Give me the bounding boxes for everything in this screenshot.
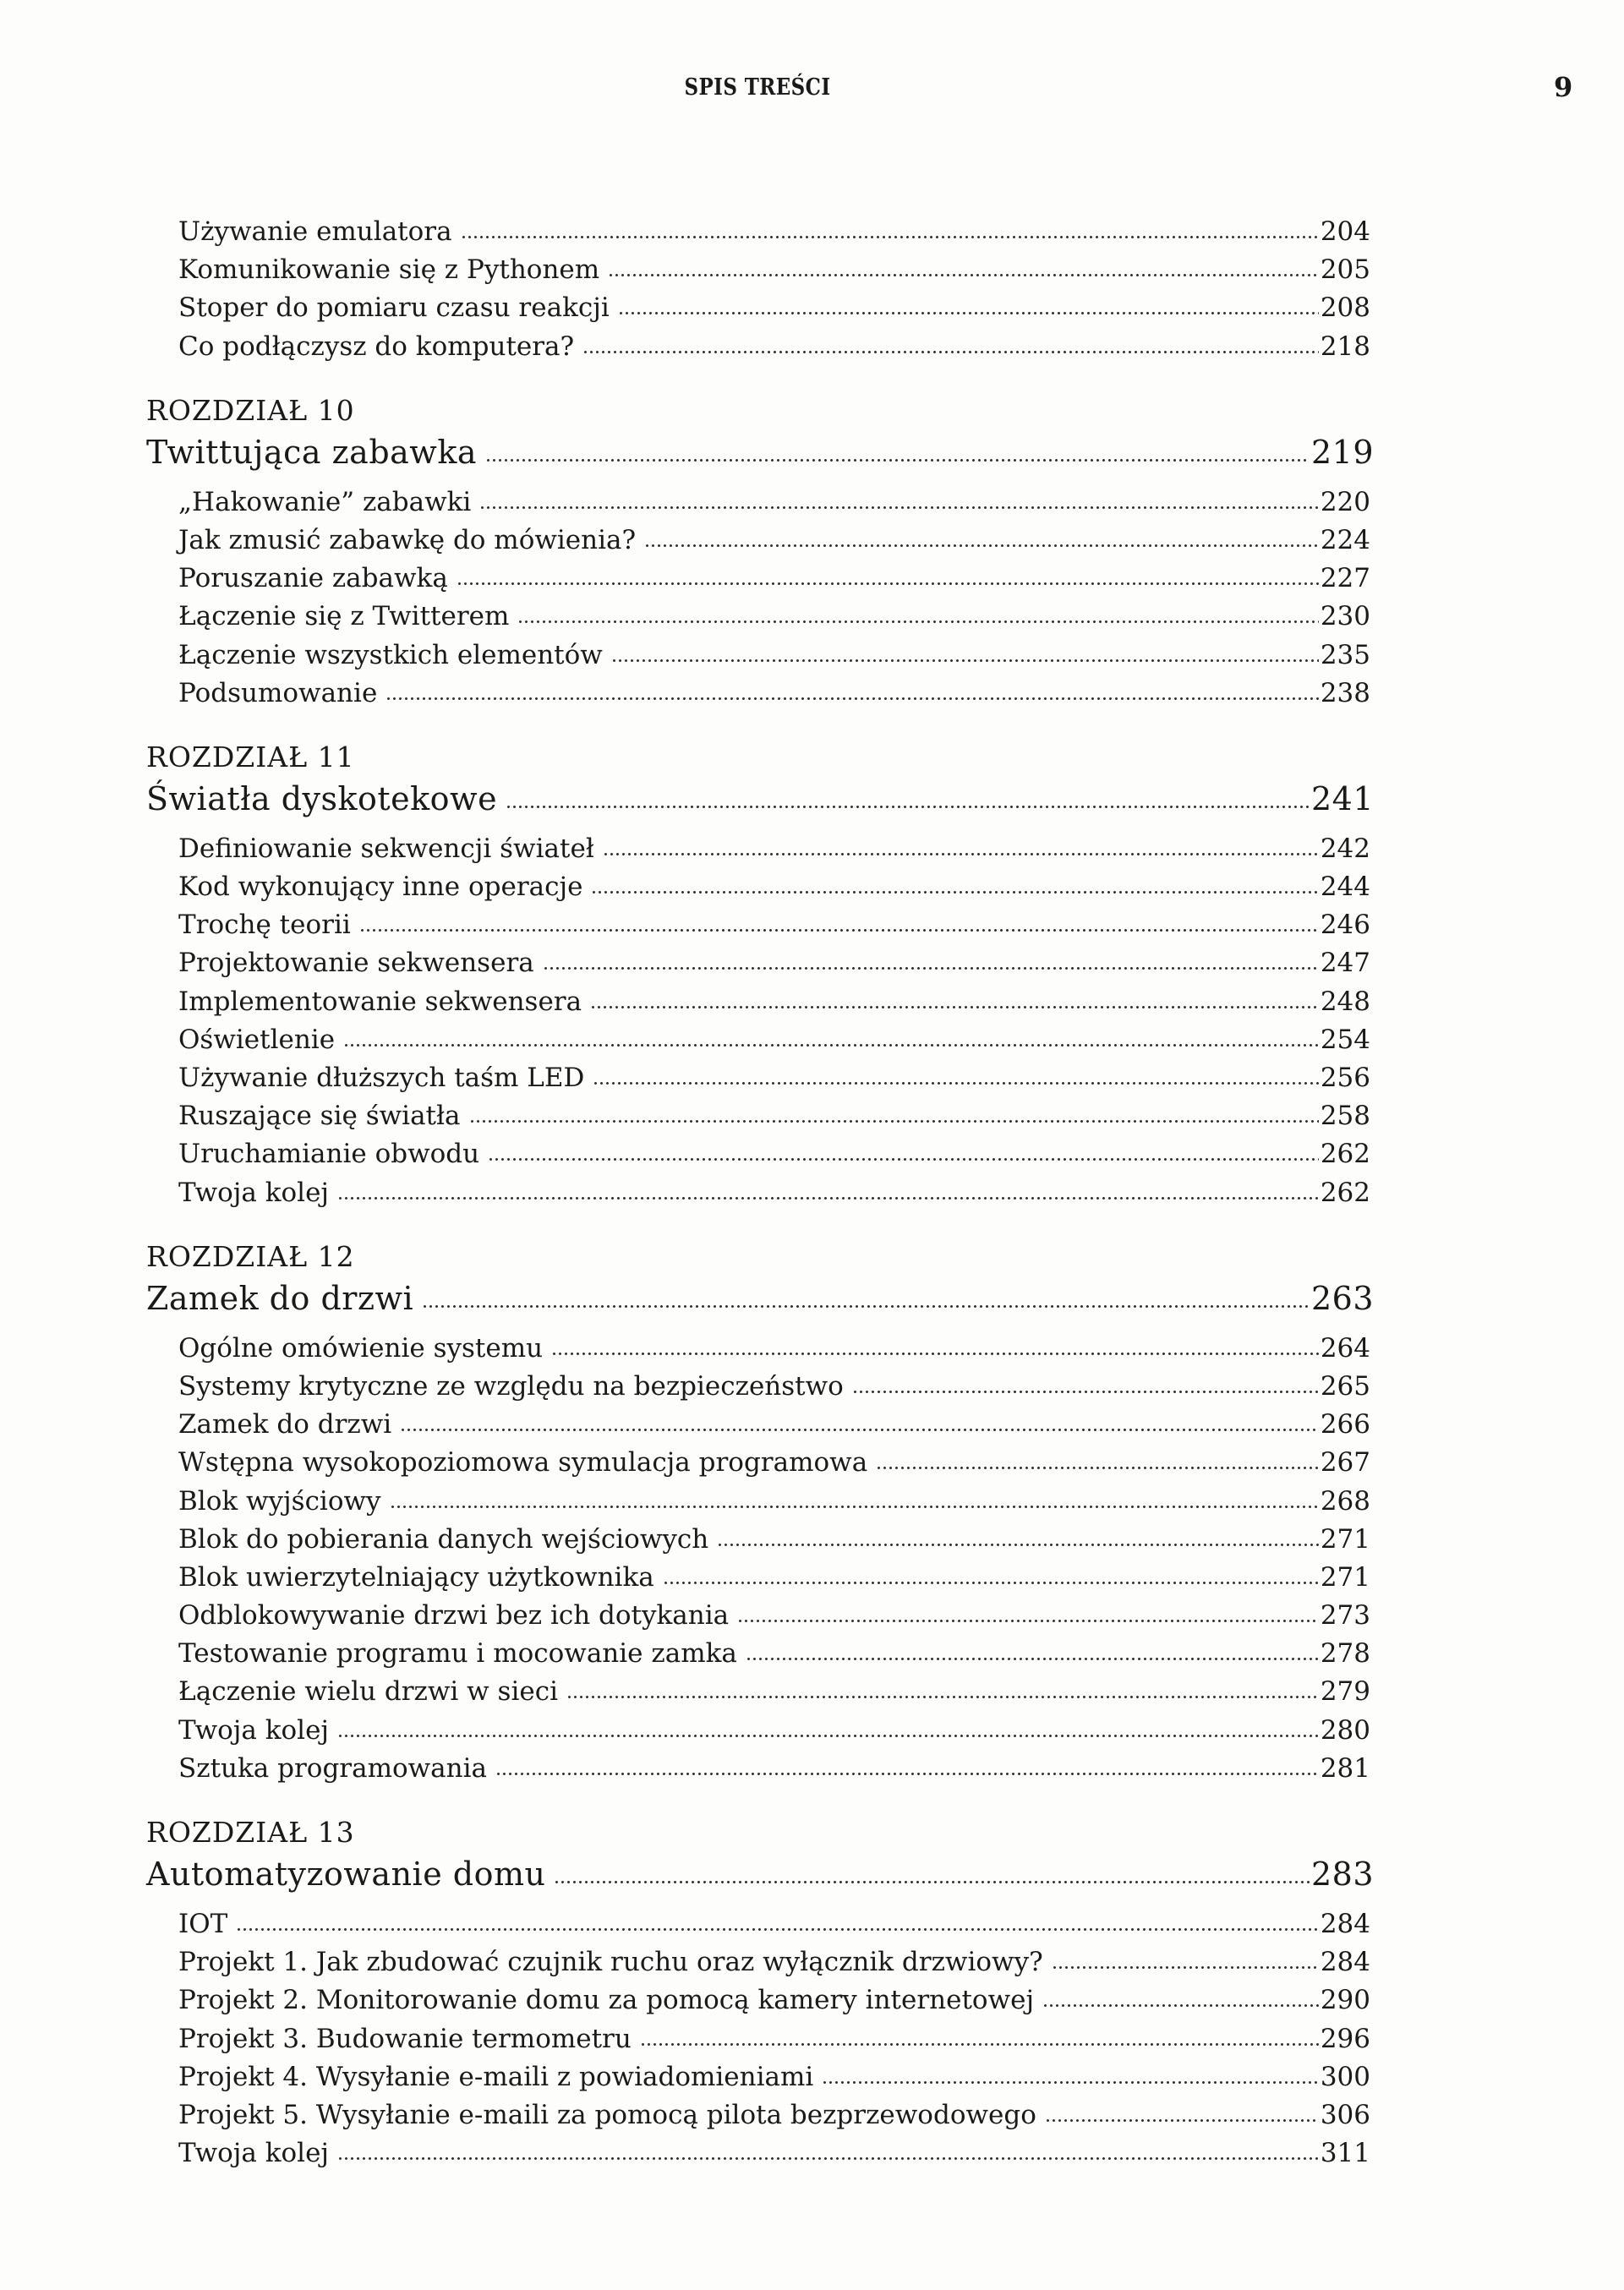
dot-leader bbox=[479, 502, 1318, 511]
toc-entry bbox=[178, 2134, 1374, 2172]
toc-entry-label: Używanie dłuższych taśm LED bbox=[178, 1063, 585, 1093]
toc-entry bbox=[178, 1444, 1374, 1482]
toc-entry-label: Odblokowywanie drzwi bez ich dotykania bbox=[178, 1600, 730, 1631]
dot-leader bbox=[618, 308, 1319, 316]
toc-entry bbox=[178, 484, 1374, 522]
toc-entry bbox=[178, 2096, 1374, 2134]
toc-entry-label: Wstępna wysokopoziomowa symulacja programowa bbox=[178, 1447, 868, 1478]
dot-leader bbox=[385, 693, 1319, 702]
toc-entry-label: Zamek do drzwi bbox=[178, 1409, 392, 1440]
dot-leader bbox=[608, 270, 1319, 278]
toc-entry-page: 205 bbox=[1320, 254, 1370, 286]
toc-entry bbox=[178, 1559, 1374, 1597]
toc-entry-label: Testowanie programu i mocowanie zamka bbox=[178, 1638, 737, 1670]
toc-entry bbox=[178, 675, 1374, 713]
toc-entry-label: Łączenie wszystkich elementów bbox=[178, 639, 603, 670]
toc-entry-label: Ruszające się światła bbox=[178, 1101, 461, 1132]
toc-entry-page: 227 bbox=[1320, 563, 1370, 594]
toc-entry-page: 247 bbox=[1320, 948, 1370, 979]
toc-entry-page: 290 bbox=[1320, 1985, 1370, 2016]
toc-entry bbox=[178, 1943, 1374, 1981]
dot-leader bbox=[359, 925, 1319, 933]
toc-entry-label: „Hakowanie” zabawki bbox=[178, 486, 472, 517]
dot-leader bbox=[717, 1539, 1319, 1548]
dot-leader bbox=[582, 347, 1319, 355]
toc-entry bbox=[178, 944, 1374, 982]
toc-entry bbox=[178, 328, 1374, 366]
chapter-title-row bbox=[146, 432, 1374, 484]
toc-entry-label: Projekt 5. Wysyłanie e-maili za pomocą pilota bezprzewodowego bbox=[178, 2099, 1036, 2130]
chapter-title: Zamek do drzwi bbox=[146, 1279, 414, 1317]
table-of-contents bbox=[146, 213, 1374, 2172]
dot-leader bbox=[337, 1730, 1319, 1739]
toc-entry-label: Oświetlenie bbox=[178, 1024, 336, 1055]
toc-entry-label: Komunikowanie się z Pythonem bbox=[178, 254, 600, 286]
dot-leader bbox=[337, 1193, 1319, 1201]
toc-entry-page: 296 bbox=[1320, 2023, 1370, 2054]
dot-leader bbox=[517, 616, 1318, 625]
toc-entry-page: 281 bbox=[1320, 1752, 1370, 1784]
toc-entry-page: 235 bbox=[1320, 639, 1370, 670]
toc-entry-label: Projekt 2. Monitorowanie domu za pomocą kamery internetowej bbox=[178, 1985, 1035, 2016]
dot-leader bbox=[461, 232, 1319, 240]
toc-entry-label: Twoja kolej bbox=[178, 1714, 330, 1746]
chapter-title: Automatyzowanie domu bbox=[146, 1856, 546, 1893]
toc-entry bbox=[178, 1483, 1374, 1521]
dot-leader bbox=[566, 1692, 1319, 1700]
toc-entry-label: Jak zmusić zabawkę do mówienia? bbox=[178, 524, 637, 555]
chapter-page: 283 bbox=[1310, 1856, 1374, 1893]
toc-entry-page: 238 bbox=[1320, 677, 1370, 708]
toc-entry bbox=[178, 1673, 1374, 1711]
toc-entry bbox=[178, 868, 1374, 906]
toc-entry-label: Projekt 1. Jak zbudować czujnik ruchu oraz wyłącznik drzwiowy? bbox=[178, 1947, 1043, 1978]
toc-entry-page: 306 bbox=[1320, 2099, 1370, 2130]
toc-entry-page: 279 bbox=[1320, 1676, 1370, 1708]
chapter-label: ROZDZIAŁ 10 bbox=[146, 393, 355, 427]
toc-entry-page: 271 bbox=[1320, 1561, 1370, 1593]
dot-leader bbox=[485, 455, 1310, 463]
chapter-title-row bbox=[146, 779, 1374, 830]
toc-entry bbox=[178, 560, 1374, 598]
chapter-label: ROZDZIAŁ 12 bbox=[146, 1239, 355, 1273]
dot-leader bbox=[551, 1348, 1319, 1357]
toc-entry-label: Stoper do pomiaru czasu reakcji bbox=[178, 292, 610, 324]
toc-entry-page: 204 bbox=[1320, 216, 1370, 247]
toc-entry bbox=[178, 1905, 1374, 1943]
dot-leader bbox=[822, 2077, 1319, 2085]
toc-entry-label: Używanie emulatora bbox=[178, 216, 452, 247]
dot-leader bbox=[543, 963, 1319, 971]
toc-entry bbox=[178, 2020, 1374, 2058]
dot-leader bbox=[400, 1424, 1319, 1433]
toc-entry-label: Co podłączysz do komputera? bbox=[178, 331, 575, 362]
toc-entry bbox=[178, 1981, 1374, 2019]
toc-entry-label: Poruszanie zabawką bbox=[178, 563, 448, 594]
dot-leader bbox=[495, 1768, 1319, 1777]
toc-entry-page: 208 bbox=[1320, 292, 1370, 324]
dot-leader bbox=[590, 1002, 1319, 1010]
dot-leader bbox=[591, 887, 1318, 895]
chapter-label: ROZDZIAŁ 13 bbox=[146, 1816, 355, 1849]
toc-entry-page: 246 bbox=[1320, 910, 1370, 941]
toc-entry-label: Twoja kolej bbox=[178, 2138, 330, 2169]
toc-entry bbox=[178, 1521, 1374, 1559]
toc-entry bbox=[178, 1712, 1374, 1750]
toc-entry-page: 284 bbox=[1320, 1909, 1370, 1939]
toc-entry bbox=[178, 983, 1374, 1021]
toc-entry-page: 268 bbox=[1320, 1485, 1370, 1517]
toc-entry bbox=[178, 637, 1374, 675]
toc-entry-label: Sztuka programowania bbox=[178, 1752, 488, 1784]
toc-entry-page: 224 bbox=[1320, 524, 1370, 555]
toc-entry-page: 242 bbox=[1320, 833, 1370, 864]
toc-entry-page: 267 bbox=[1320, 1447, 1370, 1478]
toc-entry-label: Uruchamianie obwodu bbox=[178, 1139, 480, 1170]
dot-leader bbox=[640, 2039, 1319, 2047]
toc-entry-page: 271 bbox=[1320, 1523, 1370, 1555]
running-header: SPIS TREŚCI bbox=[684, 74, 831, 101]
toc-entry-label: Definiowanie sekwencji świateł bbox=[178, 833, 594, 864]
toc-entry-page: 300 bbox=[1320, 2061, 1370, 2092]
toc-entry-label: Blok wyjściowy bbox=[178, 1485, 381, 1517]
chapter-page: 241 bbox=[1310, 779, 1374, 817]
dot-leader bbox=[488, 1154, 1319, 1162]
dot-leader bbox=[1045, 2115, 1319, 2123]
chapter-title-row bbox=[146, 1278, 1374, 1330]
toc-entry bbox=[178, 289, 1374, 327]
toc-entry bbox=[178, 522, 1374, 560]
toc-entry-page: 280 bbox=[1320, 1714, 1370, 1746]
toc-entry bbox=[178, 1750, 1374, 1788]
dot-leader bbox=[337, 2153, 1319, 2162]
toc-entry bbox=[178, 1059, 1374, 1097]
toc-entry bbox=[178, 598, 1374, 636]
toc-entry-label: Systemy krytyczne ze względu na bezpieczeństwo bbox=[178, 1370, 844, 1402]
toc-entry bbox=[178, 830, 1374, 868]
toc-entry bbox=[178, 1635, 1374, 1673]
dot-leader bbox=[1052, 1962, 1319, 1970]
toc-entry-label: Łączenie się z Twitterem bbox=[178, 601, 510, 632]
toc-entry-label: Trochę teorii bbox=[178, 910, 351, 941]
chapter-title: Światła dyskotekowe bbox=[146, 779, 498, 817]
toc-entry bbox=[178, 1135, 1374, 1173]
toc-entry bbox=[178, 906, 1374, 944]
toc-entry bbox=[178, 1097, 1374, 1135]
chapter-title-row bbox=[146, 1854, 1374, 1905]
dot-leader bbox=[469, 1116, 1319, 1124]
toc-entry-label: Projektowanie sekwensera bbox=[178, 948, 534, 979]
toc-entry-page: 248 bbox=[1320, 986, 1370, 1017]
toc-entry-page: 254 bbox=[1320, 1024, 1370, 1055]
toc-entry-page: 258 bbox=[1320, 1101, 1370, 1132]
chapter-section bbox=[146, 1811, 1374, 2172]
dot-leader bbox=[593, 1078, 1318, 1086]
chapter-label: ROZDZIAŁ 11 bbox=[146, 740, 355, 773]
chapter-page: 263 bbox=[1310, 1279, 1374, 1317]
toc-entry-page: 218 bbox=[1320, 331, 1370, 362]
dot-leader bbox=[343, 1040, 1319, 1048]
dot-leader bbox=[1042, 2000, 1319, 2009]
toc-entry-label: Projekt 3. Budowanie termometru bbox=[178, 2023, 632, 2054]
toc-entry bbox=[178, 1406, 1374, 1444]
toc-entry bbox=[178, 1330, 1374, 1368]
toc-entry-label: Projekt 4. Wysyłanie e-maili z powiadomieniami bbox=[178, 2061, 814, 2092]
dot-leader bbox=[746, 1653, 1319, 1662]
chapter-section bbox=[146, 1235, 1374, 1788]
dot-leader bbox=[876, 1462, 1319, 1471]
chapter-title: Twittująca zabawka bbox=[146, 433, 478, 471]
toc-entry-page: 230 bbox=[1320, 601, 1370, 632]
toc-entry bbox=[178, 1021, 1374, 1059]
dot-leader bbox=[852, 1386, 1319, 1395]
dot-leader bbox=[554, 1877, 1309, 1885]
dot-leader bbox=[611, 655, 1319, 664]
toc-entry-page: 266 bbox=[1320, 1409, 1370, 1440]
toc-entry-label: Implementowanie sekwensera bbox=[178, 986, 582, 1017]
toc-entry-label: Kod wykonujący inne operacje bbox=[178, 872, 583, 903]
chapter-section bbox=[146, 389, 1374, 713]
toc-entry-label: Podsumowanie bbox=[178, 677, 378, 708]
dot-leader bbox=[506, 801, 1310, 810]
toc-entry-label: Twoja kolej bbox=[178, 1177, 330, 1208]
toc-entry bbox=[178, 1174, 1374, 1212]
toc-entry-label: Ogólne omówienie systemu bbox=[178, 1332, 544, 1364]
toc-entry-page: 278 bbox=[1320, 1638, 1370, 1670]
toc-entry-page: 262 bbox=[1320, 1177, 1370, 1208]
toc-entry-page: 273 bbox=[1320, 1600, 1370, 1631]
chapter-page: 219 bbox=[1310, 433, 1374, 471]
toc-entry bbox=[178, 1368, 1374, 1406]
dot-leader bbox=[457, 578, 1319, 587]
toc-entry bbox=[178, 1597, 1374, 1635]
toc-entry-page: 244 bbox=[1320, 872, 1370, 903]
dot-leader bbox=[390, 1501, 1319, 1510]
toc-entry-page: 262 bbox=[1320, 1139, 1370, 1170]
toc-entry bbox=[178, 2058, 1374, 2096]
dot-leader bbox=[422, 1301, 1310, 1309]
dot-leader bbox=[603, 849, 1319, 857]
toc-entry-label: Blok uwierzytelniający użytkownika bbox=[178, 1561, 654, 1593]
toc-entry bbox=[178, 213, 1374, 251]
dot-leader bbox=[737, 1615, 1319, 1624]
toc-entry bbox=[178, 251, 1374, 289]
chapter-section bbox=[146, 735, 1374, 1212]
page-number: 9 bbox=[1554, 71, 1573, 103]
dot-leader bbox=[236, 1924, 1318, 1932]
toc-entry-page: 264 bbox=[1320, 1332, 1370, 1364]
toc-entry-page: 256 bbox=[1320, 1063, 1370, 1093]
toc-entry-page: 220 bbox=[1320, 486, 1370, 517]
dot-leader bbox=[663, 1577, 1319, 1586]
dot-leader bbox=[644, 540, 1319, 549]
toc-entry-label: IOT bbox=[178, 1909, 228, 1939]
toc-entry-page: 284 bbox=[1320, 1947, 1370, 1978]
toc-entry-label: Łączenie wielu drzwi w sieci bbox=[178, 1676, 559, 1708]
toc-entry-page: 265 bbox=[1320, 1370, 1370, 1402]
toc-entry-page: 311 bbox=[1320, 2138, 1370, 2169]
toc-entry-label: Blok do pobierania danych wejściowych bbox=[178, 1523, 709, 1555]
